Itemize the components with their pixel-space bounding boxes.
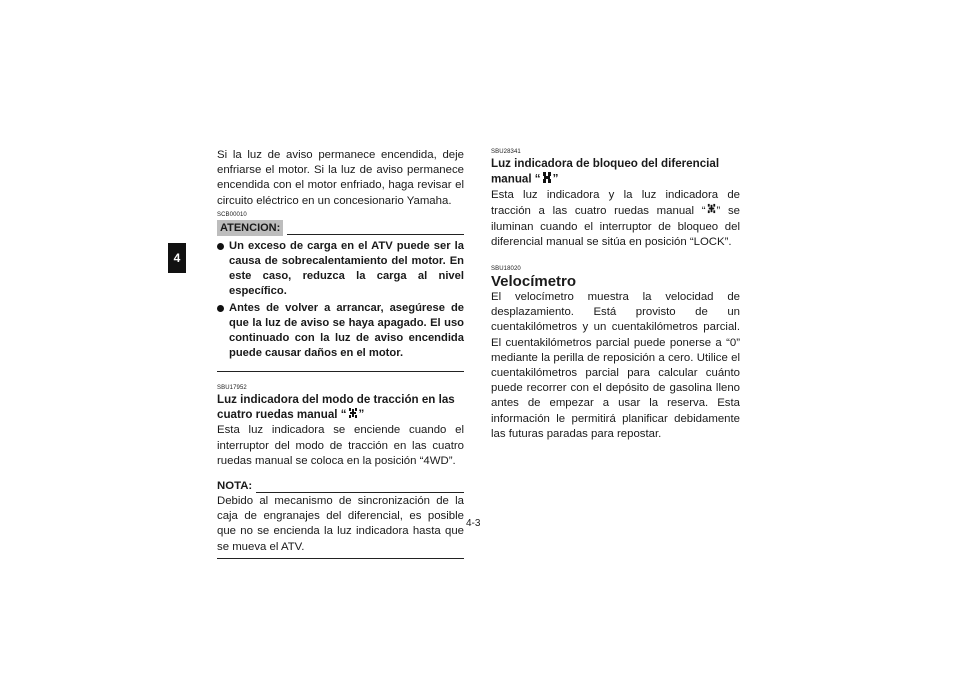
caution-end-rule (217, 371, 464, 372)
intro-paragraph: Si la luz de aviso permanece encendida, deje enfriarse el motor. Si la luz de aviso permanece encendida con el motor enfriado, haga revisar el circuito eléctrico en un concesionario Yamaha. (217, 149, 464, 207)
section2-title-close: ” (552, 172, 559, 186)
section2-body (491, 188, 740, 250)
page-number: 4-3 (466, 518, 481, 529)
chapter-tab (168, 243, 186, 273)
section1-title (217, 392, 464, 423)
differential-lock-icon (541, 171, 553, 188)
section2-body-part1: Esta luz indicadora y la luz indicadora de tracción a las cuatro ruedas manual “ (491, 189, 740, 218)
caution-list (217, 239, 464, 362)
section1-title-line2: cuatro ruedas manual “ (217, 408, 347, 422)
section1-body: Esta luz indicadora se enciende cuando el interruptor del modo de tracción en las cuatro ruedas manual se coloca en la posición “4WD”. (217, 424, 464, 467)
nota-label: NOTA: (217, 480, 253, 493)
bullet-dot-icon (217, 305, 224, 312)
section2-body-part2: ” se iluminan cuando el interruptor de bloqueo del diferencial manual se sitúa en posición “LOCK”. (491, 205, 741, 248)
section1-title-line1: Luz indicadora del modo de tracción en las (217, 393, 455, 407)
section2-title-text: Luz indicadora de bloqueo del diferencial manual “ (491, 157, 720, 186)
caution-header (217, 220, 464, 236)
caution-item-text: Antes de volver a arrancar, asegúrese de que la luz de aviso se haya apagado. El uso continuado con la luz de aviso encendida puede causar daños en el motor. (229, 301, 464, 360)
caution-label: ATENCION: (217, 220, 283, 236)
nota-end-rule (217, 558, 464, 559)
nota-body: Debido al mecanismo de sincronización de la caja de engranajes del diferencial, es posible que no se encienda la luz indicadora hasta que se mueva el ATV. (217, 495, 464, 553)
section1-title-close: ” (358, 408, 365, 422)
4wd-indicator-icon (347, 407, 359, 423)
section2-title (491, 156, 740, 188)
section3-body: El velocímetro muestra la velocidad de desplazamiento. Está provisto de un cuentakilómetros y un cuentakilómetros parcial. El cuentakilómetros parcial puede ponerse a “0” mediante la perilla de reposición a cero. Utilice el cuentakilómetros parcial para calcular cuánto puede recorrer con el depósito de gasolina lleno antes de empezar a usar la reserva. Esta información le permitirá planificar debidamente las futuras paradas para repostar. (491, 290, 740, 440)
section3-title: Velocímetro (491, 272, 577, 290)
caution-code: SCB00010 (217, 211, 247, 218)
4wd-indicator-icon (706, 203, 717, 219)
caution-header-rule (287, 234, 464, 235)
nota-header (217, 479, 464, 494)
caution-item (217, 301, 464, 362)
section3-code: SBU18020 (491, 265, 521, 272)
left-column (217, 148, 464, 559)
chapter-tab-label: 4 (173, 251, 181, 265)
bullet-dot-icon (217, 243, 224, 250)
right-column (491, 149, 740, 442)
caution-item-text: Un exceso de carga en el ATV puede ser la causa de sobrecalentamiento del motor. En este caso, reduzca la carga al nivel específico. (229, 239, 464, 298)
section2-code: SBU28341 (491, 149, 521, 155)
section1-code: SBU17952 (217, 385, 247, 392)
caution-item (217, 239, 464, 300)
nota-header-rule (256, 492, 464, 493)
